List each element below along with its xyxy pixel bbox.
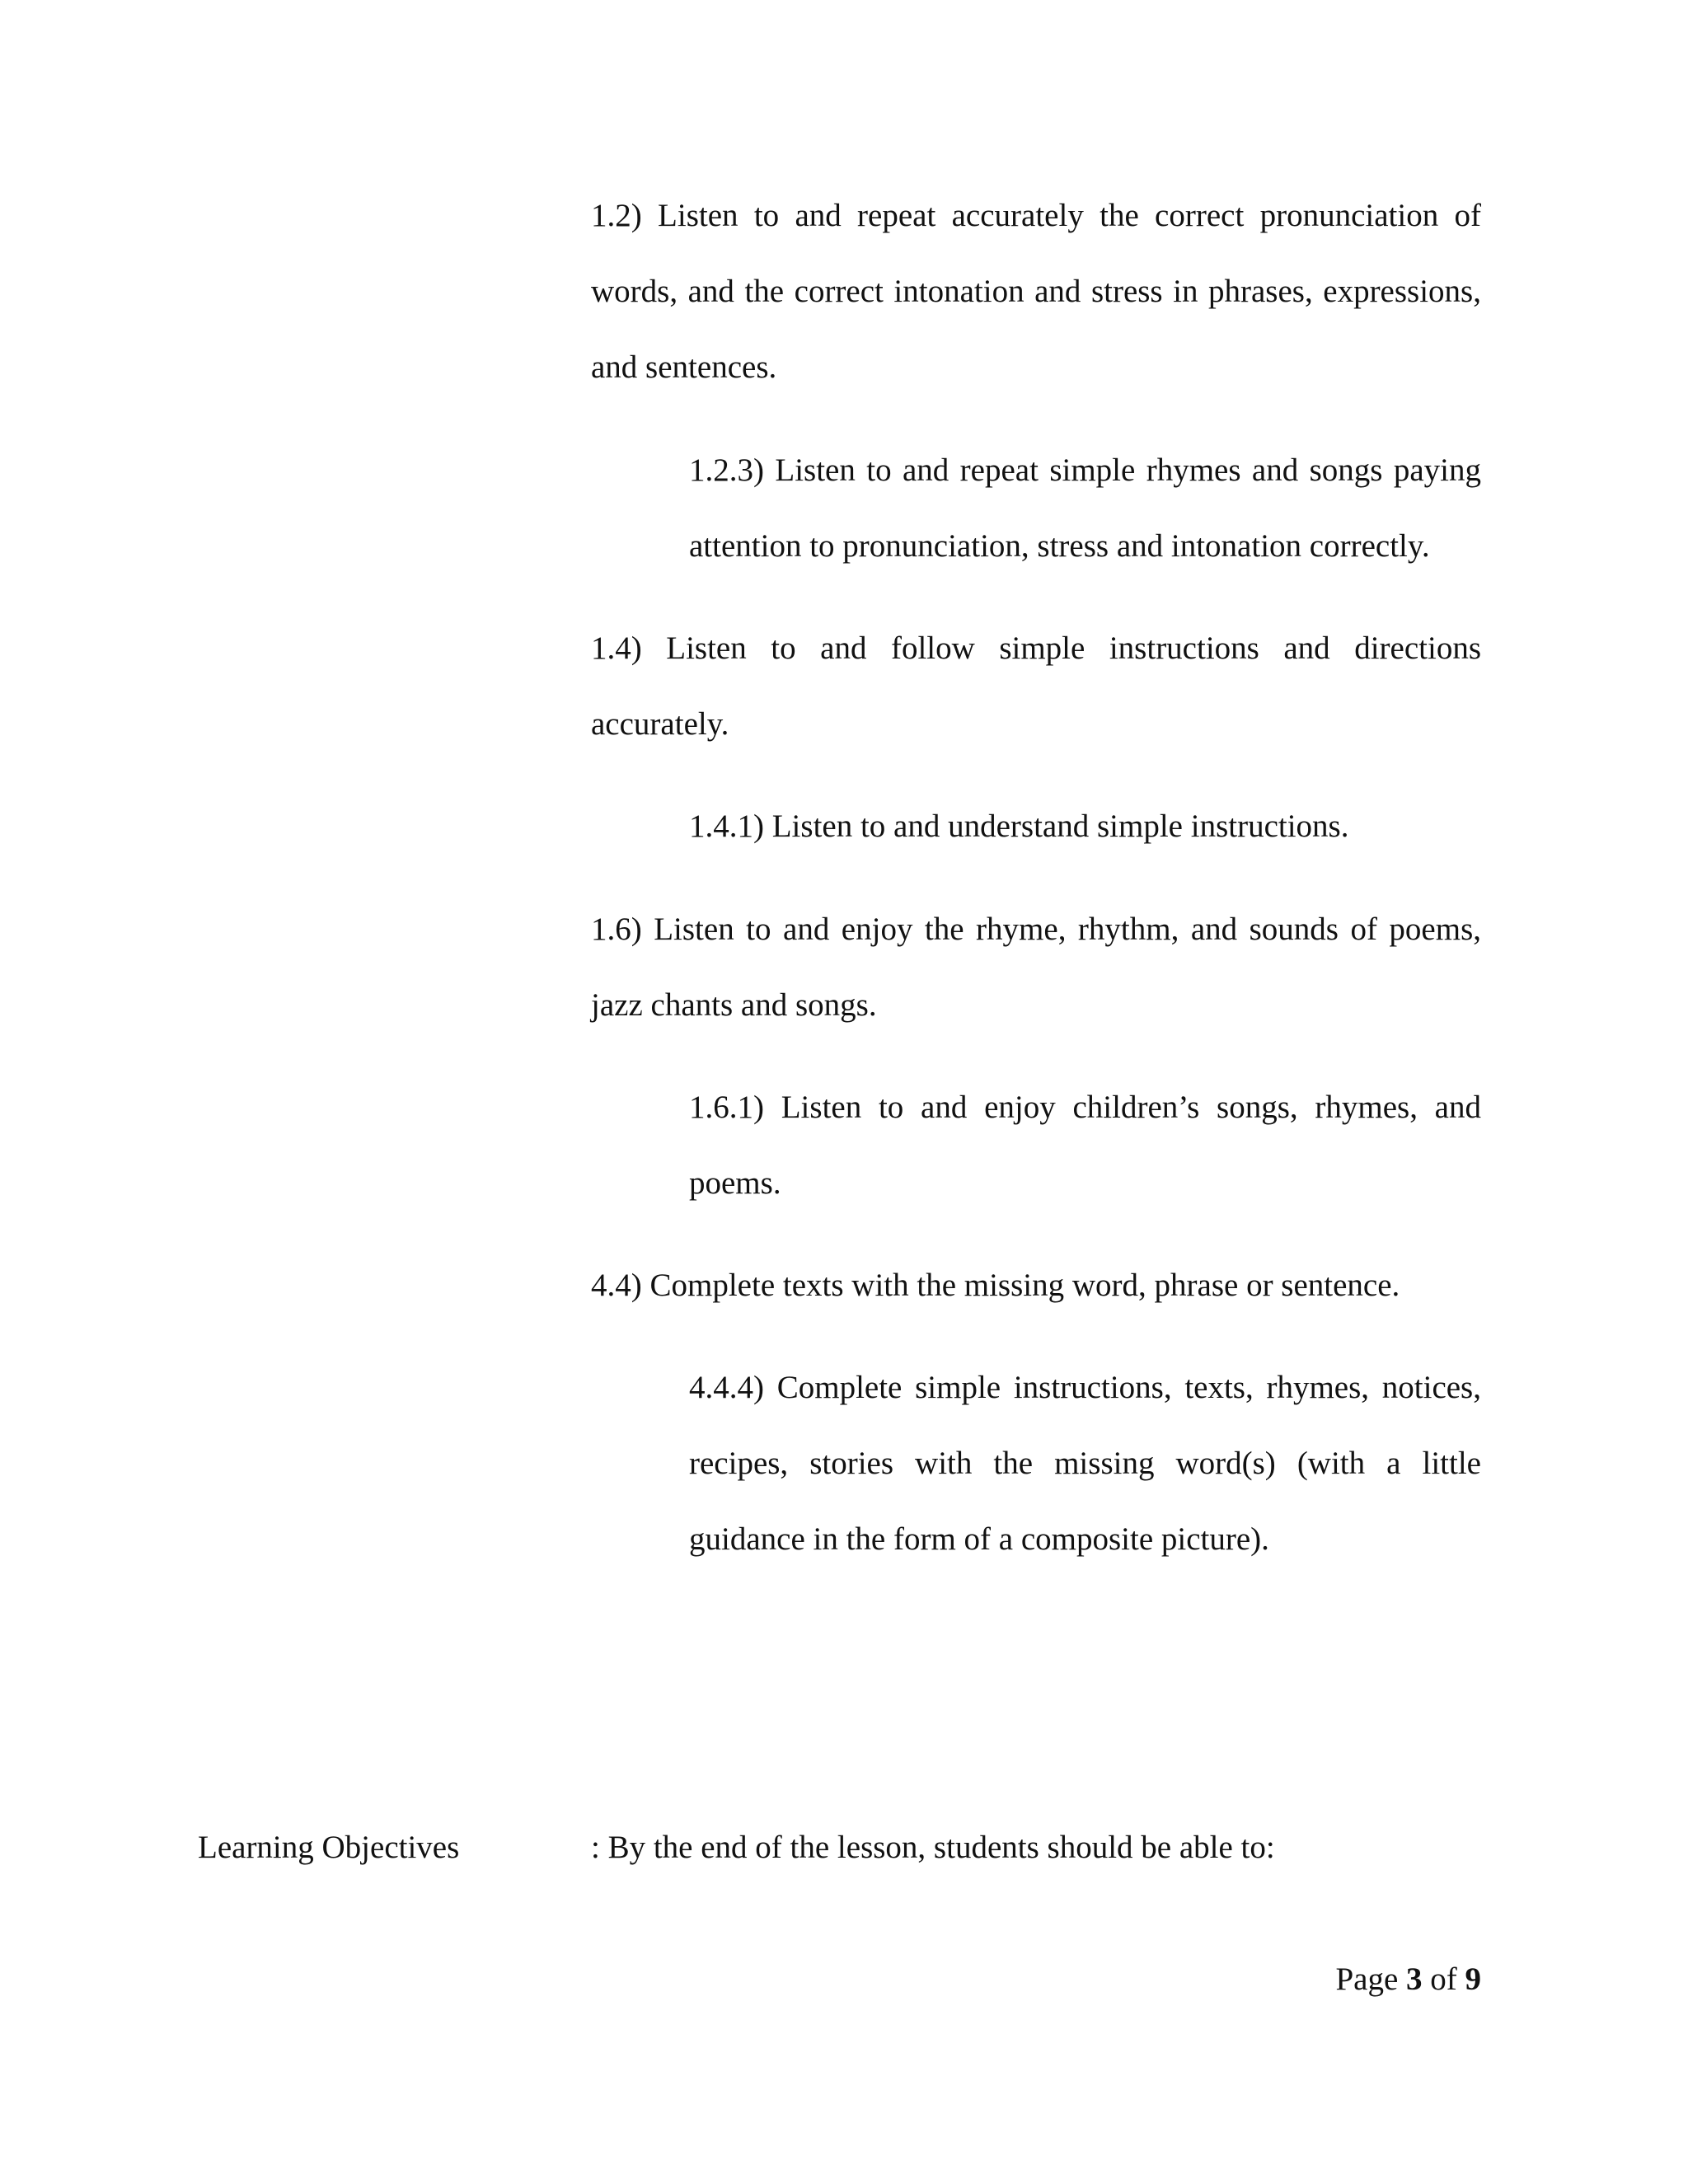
total-page-count: 9 (1465, 1961, 1481, 1997)
objective-1-6: 1.6) Listen to and enjoy the rhyme, rhythm, and sounds of poems, jazz chants and songs. (591, 912, 1481, 1023)
objective-4-4-4: 4.4.4) Complete simple instructions, texts, rhymes, notices, recipes, stories with the missing word(s) (with a little guidance in the form of a composite picture). (689, 1370, 1481, 1557)
current-page-number: 3 (1406, 1961, 1423, 1997)
objective-1-2-3: 1.2.3) Listen to and repeat simple rhymes and songs paying attention to pronunciation, stress and intonation correctly. (689, 452, 1481, 564)
objective-1-2: 1.2) Listen to and repeat accurately the correct pronunciation of words, and the correct intonation and stress in phrases, expressions, and sentences. (591, 198, 1481, 385)
page-number-footer (1335, 1960, 1481, 1999)
of-word: of (1430, 1961, 1457, 1997)
learning-objectives-label: Learning Objectives (198, 1830, 460, 1865)
objective-1-4: 1.4) Listen to and follow simple instructions and directions accurately. (591, 630, 1481, 742)
objective-1-6-1: 1.6.1) Listen to and enjoy children’s songs, rhymes, and poems. (689, 1090, 1481, 1201)
objective-1-4-1: 1.4.1) Listen to and understand simple instructions. (689, 808, 1349, 844)
page-word: Page (1335, 1961, 1399, 1997)
objective-4-4: 4.4) Complete texts with the missing word, phrase or sentence. (591, 1268, 1400, 1303)
learning-objectives-text: : By the end of the lesson, students should be able to: (591, 1830, 1275, 1865)
